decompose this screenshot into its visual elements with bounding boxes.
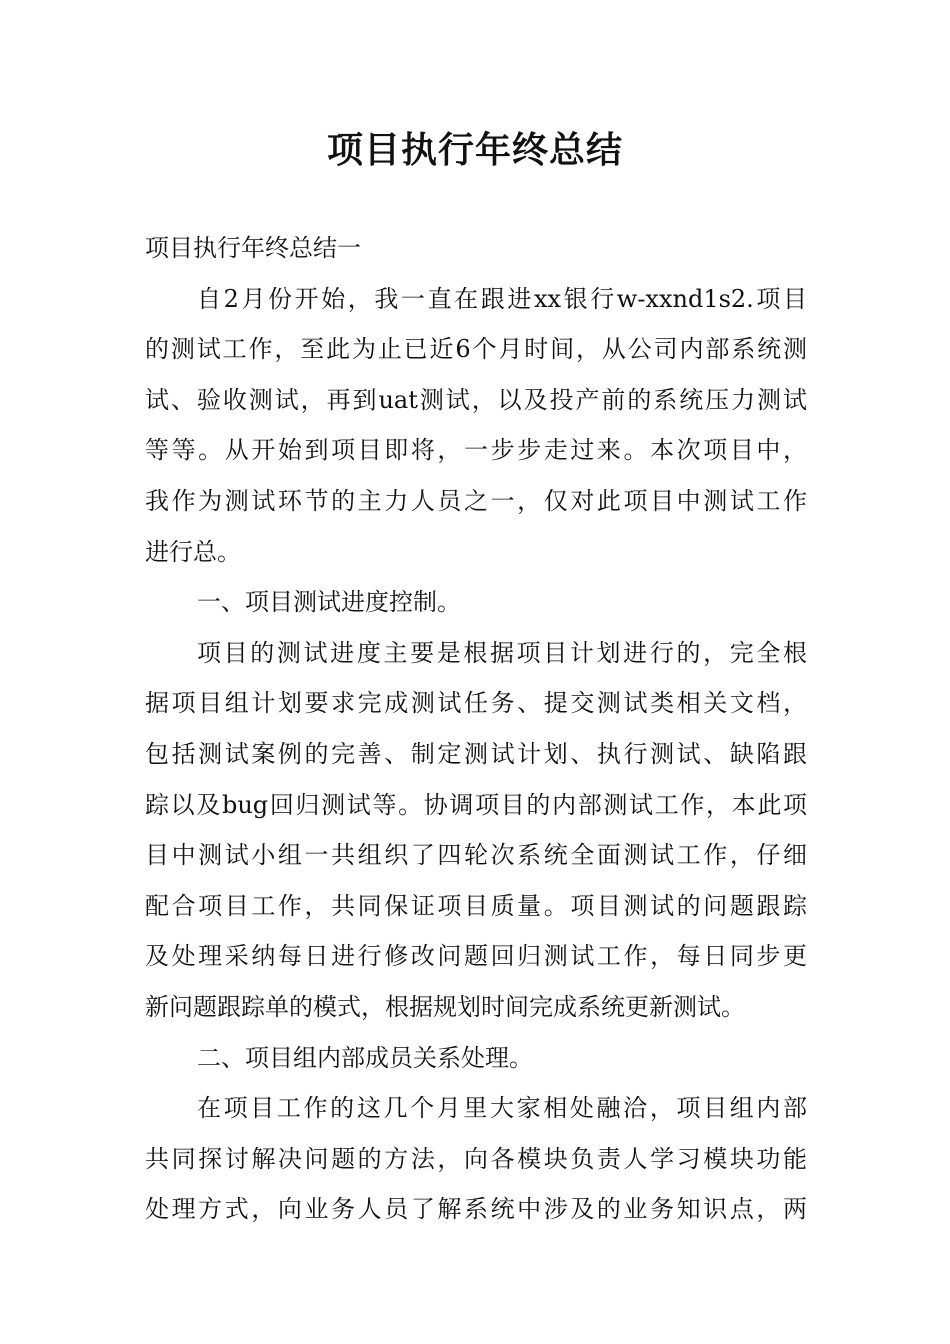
paragraph-line: 进行总。 bbox=[145, 537, 241, 566]
paragraph-line: 目中测试小组一共组织了四轮次系统全面测试工作，仔细 bbox=[145, 841, 807, 870]
document-title: 项目执行年终总结 bbox=[326, 129, 623, 171]
paragraph-line: 自2月份开始，我一直在跟进xx银行w-xxnd1s2.项目 bbox=[197, 284, 807, 313]
paragraph-line: 我作为测试环节的主力人员之一，仅对此项目中测试工作 bbox=[145, 486, 807, 515]
paragraph-line: 项目的测试进度主要是根据项目计划进行的，完全根 bbox=[197, 638, 807, 667]
paragraph-line: 的测试工作，至此为止已近6个月时间，从公司内部系统测 bbox=[145, 335, 807, 364]
paragraph-line: 及处理采纳每日进行修改问题回归测试工作，每日同步更 bbox=[145, 942, 807, 971]
paragraph-line: 等等。从开始到项目即将，一步步走过来。本次项目中， bbox=[145, 436, 807, 465]
paragraph-line: 试、验收测试，再到uat测试，以及投产前的系统压力测试 bbox=[145, 385, 807, 414]
paragraph-line: 踪以及bug回归测试等。协调项目的内部测试工作，本此项 bbox=[145, 790, 807, 819]
subsection-heading: 一、项目测试进度控制。 bbox=[197, 588, 461, 617]
paragraph-line: 据项目组计划要求完成测试任务、提交测试类相关文档， bbox=[145, 689, 807, 718]
document-body bbox=[145, 223, 807, 1235]
paragraph-line: 共同探讨解决问题的方法，向各模块负责人学习模块功能 bbox=[145, 1144, 807, 1173]
paragraph-line: 在项目工作的这几个月里大家相处融洽，项目组内部 bbox=[197, 1094, 807, 1123]
paragraph-line: 新问题跟踪单的模式，根据规划时间完成系统更新测试。 bbox=[145, 992, 745, 1021]
paragraph-line: 配合项目工作，共同保证项目质量。项目测试的问题跟踪 bbox=[145, 891, 807, 920]
section-heading: 项目执行年终总结一 bbox=[145, 234, 361, 262]
paragraph-line: 处理方式，向业务人员了解系统中涉及的业务知识点，两 bbox=[145, 1195, 807, 1224]
paragraph-line: 包括测试案例的完善、制定测试计划、执行测试、缺陷跟 bbox=[145, 739, 807, 768]
subsection-heading: 二、项目组内部成员关系处理。 bbox=[197, 1043, 533, 1072]
